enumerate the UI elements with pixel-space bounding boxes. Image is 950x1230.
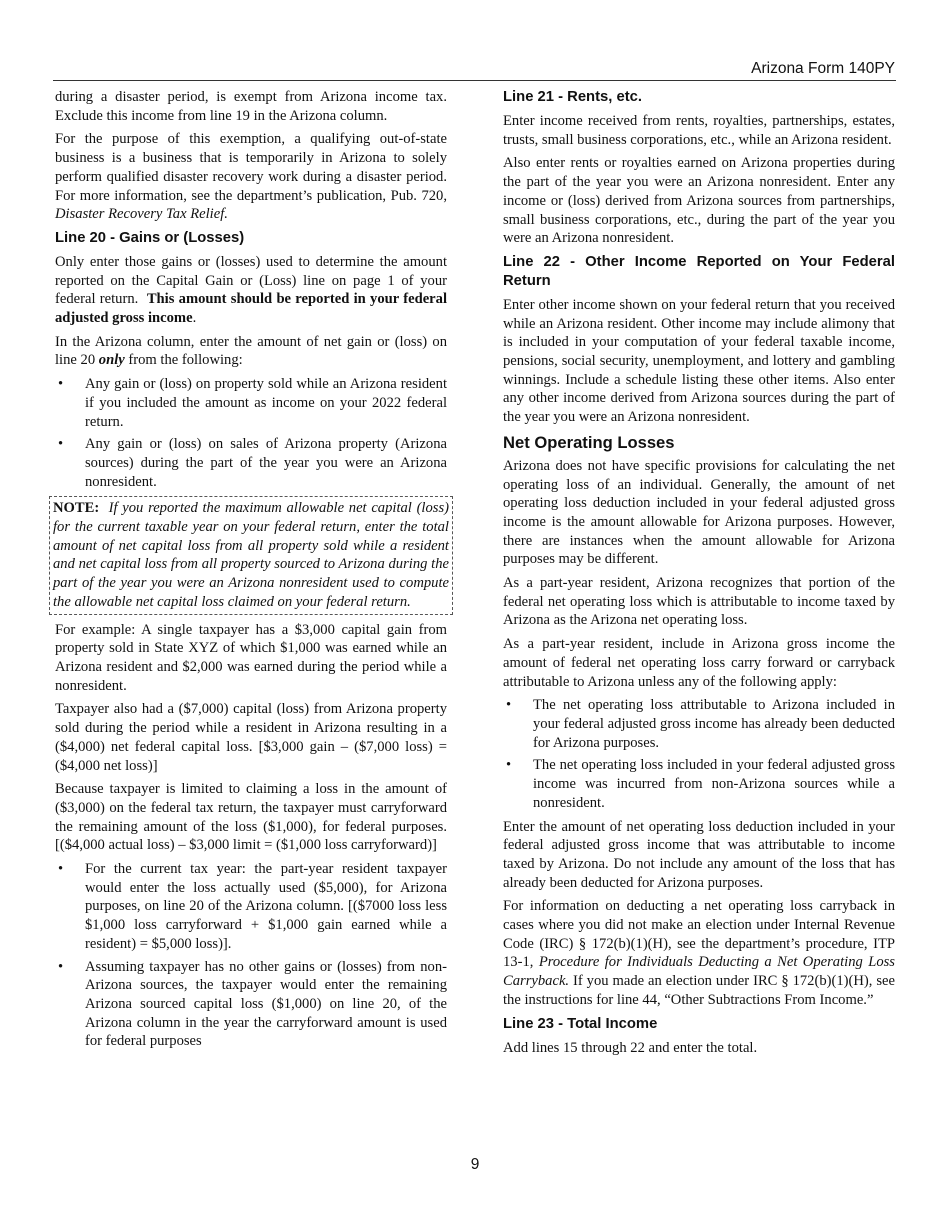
nol-bullet-list <box>503 696 895 812</box>
paragraph-arizona-column <box>55 333 447 370</box>
arizona-column-text: In the Arizona column, enter the amount of net gain or (loss) on line 20 <box>55 333 447 369</box>
paragraph-nol-part-year: As a part-year resident, Arizona recognizes that portion of the federal net operating loss which is attributable to income taxed by Arizona as the Arizona net operating loss. <box>503 575 895 629</box>
paragraph-line21-nonresident: Also enter rents or royalties earned on Arizona properties during the part of the year you were an Arizona nonresident. Enter any income or (loss) derived from Arizona sources from partnerships, small business corporations, etc., during the part of the year you were an Arizona nonresident. <box>503 155 895 247</box>
paragraph-nol-deduction: Enter the amount of net operating loss deduction included in your federal adjusted gross income that was attributable to income taxed by Arizona. Do not include any amount of the loss that has already been deducted for Arizona purposes. <box>503 818 895 891</box>
page-number: 9 <box>470 1156 480 1173</box>
line20-period: . <box>192 310 197 327</box>
heading-line-21: Line 21 - Rents, etc. <box>503 89 642 105</box>
form-title-header: Arizona Form 140PY <box>751 60 895 77</box>
list-item: • For the current tax year: the part-year resident taxpayer would enter the loss actually used ($5,000), for Arizona purposes, on line 20 of the Arizona column. [($7000 loss less $1,000 loss carryforward + $1,000 gain earned while a resident) = $5,000 loss)]. <box>55 860 447 954</box>
note-label: NOTE: <box>53 500 100 517</box>
note-text: If you reported the maximum allowable net capital (loss) for the current taxable year on your federal return, enter the total amount of net capital loss from all property sold while a resident and net capital loss from all property sourced to Arizona during the part of the year you were an Arizona nonresident used to compute the allowable net capital loss claimed on your federal return. <box>53 500 449 610</box>
paragraph-nol-carryback <box>503 897 895 1009</box>
heading-line-20: Line 20 - Gains or (Losses) <box>55 229 245 246</box>
list-item: • Any gain or (loss) on property sold while an Arizona resident if you included the amount as income on your 2022 federal return. <box>55 375 447 431</box>
publication-title: Disaster Recovery Tax Relief. <box>55 206 228 223</box>
paragraph-line23: Add lines 15 through 22 and enter the total. <box>503 1039 758 1056</box>
list-item: • The net operating loss attributable to Arizona included in your federal adjusted gross income has already been deducted for Arizona purposes. <box>503 696 895 752</box>
paragraph-example: For example: A single taxpayer has a $3,000 capital gain from property sold in State XYZ of which $1,000 was earned while an Arizona resident and $2,000 was earned during the period while a nonresident. <box>55 621 447 694</box>
list-item: • Assuming taxpayer has no other gains or (losses) from non-Arizona sources, the taxpayer would enter the remaining Arizona sourced capital loss ($1,000) on line 20, of the Arizona column in the year the carryforward amount is used for federal purposes <box>55 958 447 1052</box>
list-item: • The net operating loss included in your federal adjusted gross income was incurred from non-Arizona sources while a nonresident. <box>503 756 895 812</box>
line20-bold-text: This amount should be reported in your federal adjusted gross income <box>55 291 447 327</box>
paragraph-line22: Enter other income shown on your federal return that you received while an Arizona resident. Other income may include alimony that is included in your computation of your federal taxable income, pensions, social security, unemployment, and lottery and gambling winnings. Include a schedule listing these other items. Also enter any other income derived from Arizona sources during the part of the year you were an Arizona nonresident. <box>503 296 895 426</box>
heading-net-operating-losses: Net Operating Losses <box>503 432 675 452</box>
paragraph-taxpayer-loss: Taxpayer also had a ($7,000) capital (loss) from Arizona property sold during the period while a resident in Arizona resulting in a ($4,000) net federal capital loss. [$3,000 gain – ($7,000 loss) = ($4,000 net loss)] <box>55 701 447 774</box>
paragraph-qualifying-business <box>55 130 447 224</box>
line20-text: Only enter those gains or (losses) used to determine the amount reported on the Capital Gain or (Loss) line on page 1 of your federal return. <box>55 253 447 308</box>
right-column <box>503 88 895 1062</box>
only-emphasis: only <box>98 352 125 369</box>
left-column <box>55 88 447 1056</box>
heading-line-23: Line 23 - Total Income <box>503 1015 658 1032</box>
arizona-column-text-end: from the following: <box>128 352 243 369</box>
paragraph-line20-instructions <box>55 253 447 328</box>
procedure-title: Procedure for Individuals Deducting a Net Operating Loss Carryback. <box>503 954 895 990</box>
list-item: • Any gain or (loss) on sales of Arizona property (Arizona sources) during the part of the year you were an Arizona nonresident. <box>55 435 447 491</box>
header-rule <box>53 80 896 81</box>
paragraph-disaster-exclusion: during a disaster period, is exempt from Arizona income tax. Exclude this income from line 19 in the Arizona column. <box>55 89 447 124</box>
paragraph-nol-general: Arizona does not have specific provisions for calculating the net operating loss of an individual. Generally, the amount of net operating loss deduction included in your federal adjusted gross income is the amount allowable for Arizona purposes. However, there are instances when the amount allowable for Arizona purposes may be different. <box>503 457 895 568</box>
carryback-text-end: If you made an election under IRC § 172(b)(1)(H), see the instructions for line 44, “Other Subtractions From Income.” <box>503 973 895 1008</box>
paragraph-line21-resident: Enter income received from rents, royalties, partnerships, estates, trusts, small business corporations, etc., while an Arizona resident. <box>503 113 895 148</box>
note-box <box>49 496 453 614</box>
paragraph-nol-include: As a part-year resident, include in Arizona gross income the amount of federal net operating loss carry forward or carryback attributable to Arizona unless any of the following apply: <box>503 636 895 690</box>
qualifying-business-text: For the purpose of this exemption, a qualifying out-of-state business is a business that is temporarily in Arizona to solely perform qualified disaster recovery work during a disaster period. For more information, see the department’s publication, Pub. 720, <box>55 131 447 204</box>
carryback-text: For information on deducting a net operating loss carryback in cases where you did not make an election under Internal Revenue Code (IRC) § 172(b)(1)(H), see the department’s procedure, ITP 13-1, <box>503 898 895 971</box>
gains-bullet-list <box>55 375 447 491</box>
paragraph-carryforward: Because taxpayer is limited to claiming a loss in the amount of ($3,000) on the federal tax return, the taxpayer must carryforward the remaining amount of the loss ($1,000), for federal purposes. [($4,000 actual loss) – $3,000 limit = ($1,000 loss carryforward)] <box>55 781 447 854</box>
heading-line-22: Line 22 - Other Income Reported on Your Federal Return <box>503 253 895 289</box>
example-bullet-list <box>55 860 447 1051</box>
